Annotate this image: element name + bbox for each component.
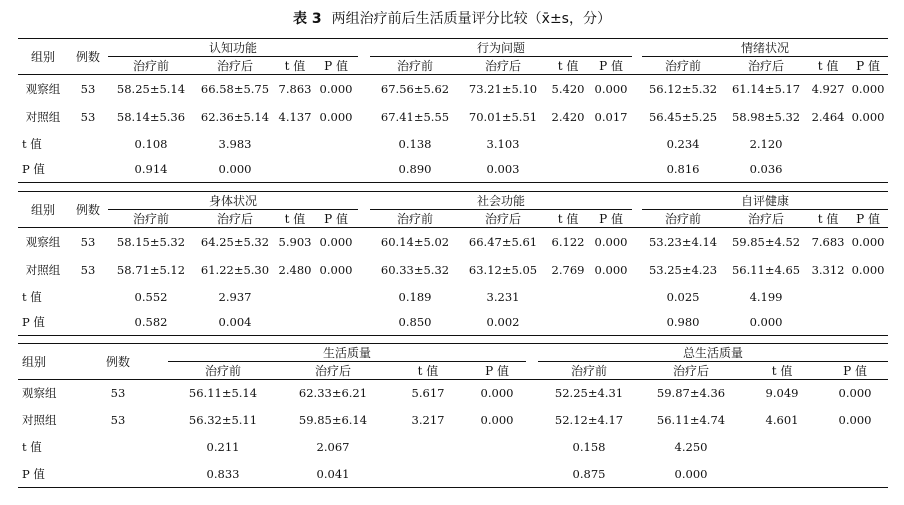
cell: 56.11±4.65 xyxy=(731,262,801,277)
cell: 0.552 xyxy=(134,289,168,304)
cell: 61.14±5.17 xyxy=(731,81,801,96)
cell: 5.420 xyxy=(551,81,585,96)
row-label: P 值 xyxy=(22,162,45,177)
p-row xyxy=(18,310,888,336)
cell: 66.47±5.61 xyxy=(468,234,538,249)
cell: 63.12±5.05 xyxy=(468,262,538,277)
row-label: P 值 xyxy=(22,315,45,330)
cell: 62.33±6.21 xyxy=(298,386,368,401)
header-before: 治疗前 xyxy=(132,59,169,73)
cell: 3.103 xyxy=(486,136,520,151)
cell: 0.000 xyxy=(851,109,885,124)
header-p: P 值 xyxy=(324,59,348,73)
cell: 62.36±5.14 xyxy=(200,109,270,124)
cell: 0.025 xyxy=(666,289,700,304)
header-p: P 值 xyxy=(324,212,348,226)
header-t: t 值 xyxy=(417,364,439,378)
header-before: 治疗前 xyxy=(132,212,169,226)
header-before: 治疗前 xyxy=(397,59,434,73)
header-p: P 值 xyxy=(856,212,880,226)
p-row xyxy=(18,461,888,488)
domain-header: 生活质量 xyxy=(168,344,526,362)
cell: 67.56±5.62 xyxy=(380,81,450,96)
cell: 0.138 xyxy=(398,136,432,151)
t-row xyxy=(18,434,888,461)
cell: 0.000 xyxy=(674,466,708,481)
cell: 58.15±5.32 xyxy=(116,234,186,249)
table-caption: 两组治疗前后生活质量评分比较（x̄±s，分） xyxy=(331,11,611,27)
cell: 0.002 xyxy=(486,315,520,330)
cell: 56.32±5.11 xyxy=(188,413,258,427)
cell: 58.71±5.12 xyxy=(116,262,186,277)
cell: 0.582 xyxy=(134,315,168,330)
cell: 66.58±5.75 xyxy=(200,81,270,96)
cell: 0.189 xyxy=(398,289,432,304)
cell: 7.683 xyxy=(811,234,845,249)
cell: 2.464 xyxy=(811,109,845,124)
cell: 0.000 xyxy=(749,315,783,330)
cell: 5.903 xyxy=(278,234,312,249)
cell: 58.98±5.32 xyxy=(731,109,801,124)
header-after: 治疗后 xyxy=(216,59,253,73)
row-label: 对照组 xyxy=(22,413,57,427)
cell: 2.937 xyxy=(218,289,252,304)
cell: 4.927 xyxy=(811,81,845,96)
header-before: 治疗前 xyxy=(397,212,434,226)
data-table xyxy=(18,38,888,183)
domain-header: 总生活质量 xyxy=(538,344,888,362)
t-row xyxy=(18,284,888,310)
cell: 6.122 xyxy=(551,234,585,249)
header-after: 治疗后 xyxy=(673,364,710,378)
cell: 2.480 xyxy=(278,262,312,277)
cell: 52.12±4.17 xyxy=(554,413,624,427)
cell: 0.017 xyxy=(594,109,628,124)
cell: 0.850 xyxy=(398,315,432,330)
header-t: t 值 xyxy=(284,59,306,73)
cell: 0.004 xyxy=(218,315,252,330)
table-block-3 xyxy=(18,343,888,488)
cell: 0.000 xyxy=(319,262,353,277)
cell: 59.85±4.52 xyxy=(731,234,801,249)
table-row xyxy=(18,407,888,434)
row-label: 观察组 xyxy=(25,234,61,249)
cell: 56.11±4.74 xyxy=(656,413,726,427)
cell: 2.120 xyxy=(749,136,783,151)
cell: 59.87±4.36 xyxy=(656,386,726,401)
cell: 0.000 xyxy=(480,386,514,401)
cell: 0.041 xyxy=(316,466,350,481)
p-row xyxy=(18,157,888,183)
cell: 53 xyxy=(80,109,96,124)
cell: 0.234 xyxy=(666,136,700,151)
data-table xyxy=(18,191,888,336)
cell: 0.980 xyxy=(666,315,700,330)
table-block-1 xyxy=(18,38,888,183)
cell: 58.25±5.14 xyxy=(116,81,186,96)
header-before: 治疗前 xyxy=(204,364,241,378)
header-before: 治疗前 xyxy=(571,364,608,378)
cell: 9.049 xyxy=(765,386,799,401)
table-row xyxy=(18,228,888,256)
cell: 0.000 xyxy=(594,81,628,96)
domain-header: 自评健康 xyxy=(642,192,888,210)
t-row xyxy=(18,131,888,157)
header-after: 治疗后 xyxy=(314,364,351,378)
cell: 64.25±5.32 xyxy=(200,234,270,249)
cell: 59.85±6.14 xyxy=(298,413,368,427)
cell: 0.036 xyxy=(749,162,783,177)
cell: 3.312 xyxy=(811,262,845,277)
row-label: 对照组 xyxy=(25,109,61,124)
row-label: t 值 xyxy=(22,440,42,454)
cell: 3.217 xyxy=(411,413,445,427)
table-row xyxy=(18,380,888,407)
cell: 0.000 xyxy=(838,413,872,427)
cell: 2.769 xyxy=(551,262,585,277)
row-label: t 值 xyxy=(22,289,42,304)
cell: 0.000 xyxy=(851,81,885,96)
header-group: 组别 xyxy=(22,355,47,369)
header-t: t 值 xyxy=(557,212,579,226)
cell: 0.890 xyxy=(398,162,432,177)
header-after: 治疗后 xyxy=(748,212,785,226)
cell: 2.067 xyxy=(316,440,350,454)
header-group: 组别 xyxy=(30,203,55,217)
header-after: 治疗后 xyxy=(748,59,785,73)
table-row xyxy=(18,75,888,103)
cell: 0.000 xyxy=(838,386,872,401)
cell: 2.420 xyxy=(551,109,585,124)
cell: 4.199 xyxy=(749,289,783,304)
cell: 0.000 xyxy=(480,413,514,427)
cell: 56.11±5.14 xyxy=(188,386,258,401)
header-group: 组别 xyxy=(30,50,55,64)
cell: 0.000 xyxy=(594,234,628,249)
cell: 61.22±5.30 xyxy=(200,262,270,277)
cell: 0.108 xyxy=(134,136,168,151)
cell: 0.000 xyxy=(218,162,252,177)
cell: 53.23±4.14 xyxy=(648,234,718,249)
header-p: P 值 xyxy=(599,212,623,226)
cell: 52.25±4.31 xyxy=(554,386,624,401)
header-n: 例数 xyxy=(75,50,100,64)
cell: 53.25±4.23 xyxy=(648,262,718,277)
header-n: 例数 xyxy=(75,203,100,217)
cell: 5.617 xyxy=(411,386,445,401)
cell: 0.000 xyxy=(851,262,885,277)
table-title xyxy=(0,8,904,28)
cell: 56.12±5.32 xyxy=(648,81,718,96)
row-label: 观察组 xyxy=(25,81,61,96)
cell: 53 xyxy=(110,386,126,401)
cell: 53 xyxy=(80,81,96,96)
cell: 0.816 xyxy=(666,162,700,177)
header-t: t 值 xyxy=(771,364,793,378)
cell: 60.33±5.32 xyxy=(380,262,450,277)
cell: 4.250 xyxy=(674,440,708,454)
header-p: P 值 xyxy=(843,364,867,378)
header-t: t 值 xyxy=(817,59,839,73)
cell: 7.863 xyxy=(278,81,312,96)
cell: 3.231 xyxy=(486,289,520,304)
header-p: P 值 xyxy=(485,364,509,378)
cell: 4.137 xyxy=(278,109,312,124)
cell: 60.14±5.02 xyxy=(380,234,450,249)
domain-header: 行为问题 xyxy=(370,39,632,57)
domain-header: 认知功能 xyxy=(108,39,358,57)
cell: 53 xyxy=(110,413,126,427)
cell: 0.000 xyxy=(319,234,353,249)
cell: 73.21±5.10 xyxy=(468,81,538,96)
header-t: t 值 xyxy=(284,212,306,226)
domain-header: 社会功能 xyxy=(370,192,632,210)
cell: 56.45±5.25 xyxy=(648,109,718,124)
row-label: 观察组 xyxy=(22,386,57,401)
header-before: 治疗前 xyxy=(665,212,702,226)
header-after: 治疗后 xyxy=(216,212,253,226)
table-number: 表 3 xyxy=(293,11,322,27)
cell: 53 xyxy=(80,262,96,277)
cell: 0.000 xyxy=(319,81,353,96)
cell: 0.211 xyxy=(206,440,240,454)
cell: 0.158 xyxy=(572,440,606,454)
cell: 0.914 xyxy=(134,162,168,177)
cell: 53 xyxy=(80,234,96,249)
cell: 3.983 xyxy=(218,136,252,151)
cell: 0.000 xyxy=(319,109,353,124)
header-after: 治疗后 xyxy=(485,212,522,226)
domain-header: 身体状况 xyxy=(108,192,358,210)
row-label: t 值 xyxy=(22,136,42,151)
cell: 0.000 xyxy=(851,234,885,249)
data-table xyxy=(18,343,888,488)
cell: 0.875 xyxy=(572,466,606,481)
domain-header: 情绪状况 xyxy=(642,39,888,57)
cell: 0.833 xyxy=(206,466,240,481)
header-p: P 值 xyxy=(856,59,880,73)
table-block-2 xyxy=(18,191,888,336)
header-n: 例数 xyxy=(105,355,130,369)
row-label: 对照组 xyxy=(25,262,61,277)
header-t: t 值 xyxy=(817,212,839,226)
table-row xyxy=(18,103,888,131)
cell: 70.01±5.51 xyxy=(468,109,538,124)
cell: 58.14±5.36 xyxy=(116,109,186,124)
header-after: 治疗后 xyxy=(485,59,522,73)
header-p: P 值 xyxy=(599,59,623,73)
header-before: 治疗前 xyxy=(665,59,702,73)
cell: 0.000 xyxy=(594,262,628,277)
row-label: P 值 xyxy=(22,466,45,481)
cell: 4.601 xyxy=(765,413,799,427)
cell: 67.41±5.55 xyxy=(380,109,450,124)
header-t: t 值 xyxy=(557,59,579,73)
table-row xyxy=(18,256,888,284)
cell: 0.003 xyxy=(486,162,520,177)
